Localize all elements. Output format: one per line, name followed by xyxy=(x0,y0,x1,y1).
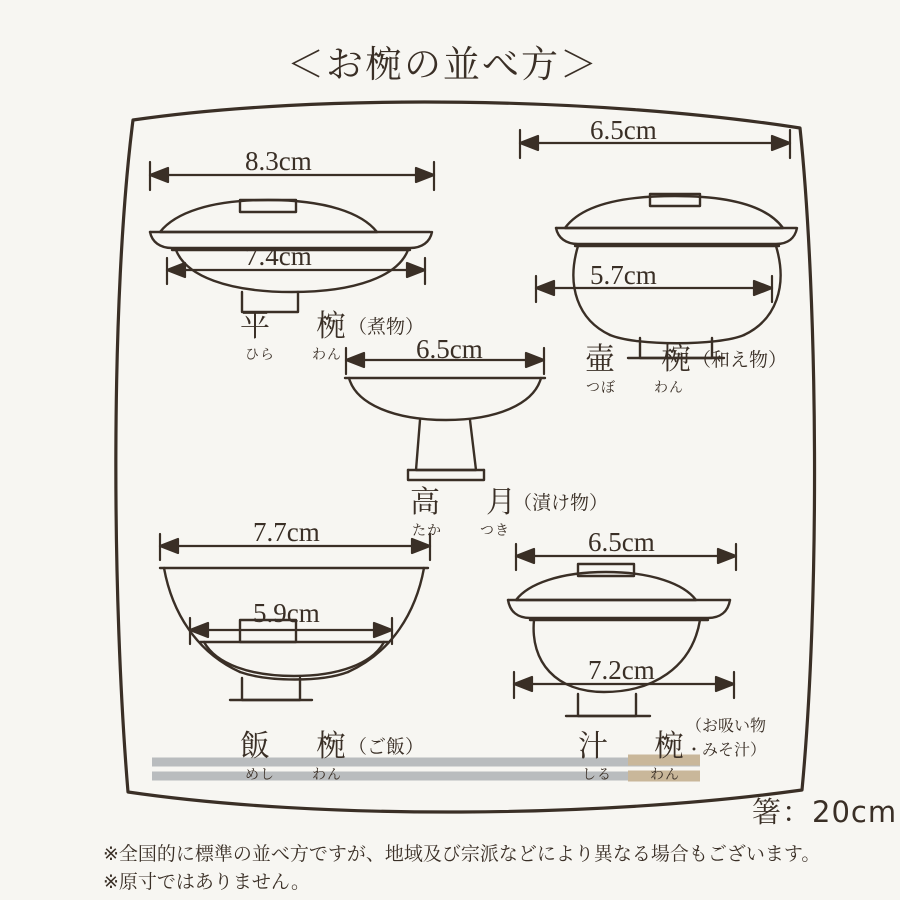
bowl-use-takatsuki: （漬け物） xyxy=(513,492,609,514)
bowl-label-meshiwan: 飯 椀 xyxy=(240,729,354,764)
bowl-label-shiruwan: 汁 椀 xyxy=(578,729,692,764)
dimension-hirawan-inner: 7.4cm xyxy=(245,241,312,271)
dimension-shiruwan-outer: 6.5cm xyxy=(588,527,655,557)
bowl-label-hirawan: 平 椀 xyxy=(240,309,354,344)
dimension-meshiwan-outer: 7.7cm xyxy=(253,517,320,547)
bowl-kana-shiruwan-2: わん xyxy=(650,767,680,783)
bowl-shiruwan-drawing xyxy=(508,564,730,716)
bowl-use-shiruwan-line1: （お吸い物 xyxy=(686,716,767,735)
bowl-use-hirawan: （煮物） xyxy=(348,316,425,338)
dimension-meshiwan-inner: 5.9cm xyxy=(253,598,320,628)
dimension-arrows xyxy=(150,130,790,698)
bowl-kana-takatsuki-2: つき xyxy=(480,523,510,539)
bowl-kana-hirawan-2: わん xyxy=(312,347,342,363)
note-line-2: ※原寸ではありません。 xyxy=(103,871,311,893)
bowl-kana-meshiwan-2: わん xyxy=(312,767,342,783)
dimension-tsubowan-outer: 6.5cm xyxy=(590,115,657,145)
bowl-kana-tsubowan-2: わん xyxy=(654,380,684,396)
bowl-use-tsubowan: （和え物） xyxy=(692,349,788,371)
dimension-shiruwan-inner: 7.2cm xyxy=(588,655,655,685)
dimension-hirawan-outer: 8.3cm xyxy=(245,146,312,176)
bowl-kana-tsubowan-1: つぼ xyxy=(586,380,616,396)
bowl-kana-shiruwan-1: しる xyxy=(582,767,612,783)
bowl-takatsuki-drawing xyxy=(345,378,545,480)
dimension-tsubowan-inner: 5.7cm xyxy=(590,260,657,290)
bowl-label-takatsuki: 高 月 xyxy=(410,485,524,520)
bowl-use-meshiwan: （ご飯） xyxy=(348,736,425,758)
tray-outline xyxy=(116,102,815,812)
note-line-1: ※全国的に標準の並べ方ですが、地域及び宗派などにより異なる場合もございます。 xyxy=(103,843,821,865)
bowl-kana-takatsuki-1: たか xyxy=(412,523,442,539)
chopsticks-label: 箸：20cm xyxy=(752,795,898,829)
dimension-takatsuki-outer: 6.5cm xyxy=(416,334,483,364)
page-title: ＜お椀の並べ方＞ xyxy=(287,43,599,86)
bowl-use-shiruwan-line2: ・みそ汁） xyxy=(686,740,767,759)
bowl-kana-hirawan-1: ひら xyxy=(245,347,275,363)
bowl-kana-meshiwan-1: めし xyxy=(245,767,275,783)
bowl-label-tsubowan: 壷 椀 xyxy=(585,342,699,377)
